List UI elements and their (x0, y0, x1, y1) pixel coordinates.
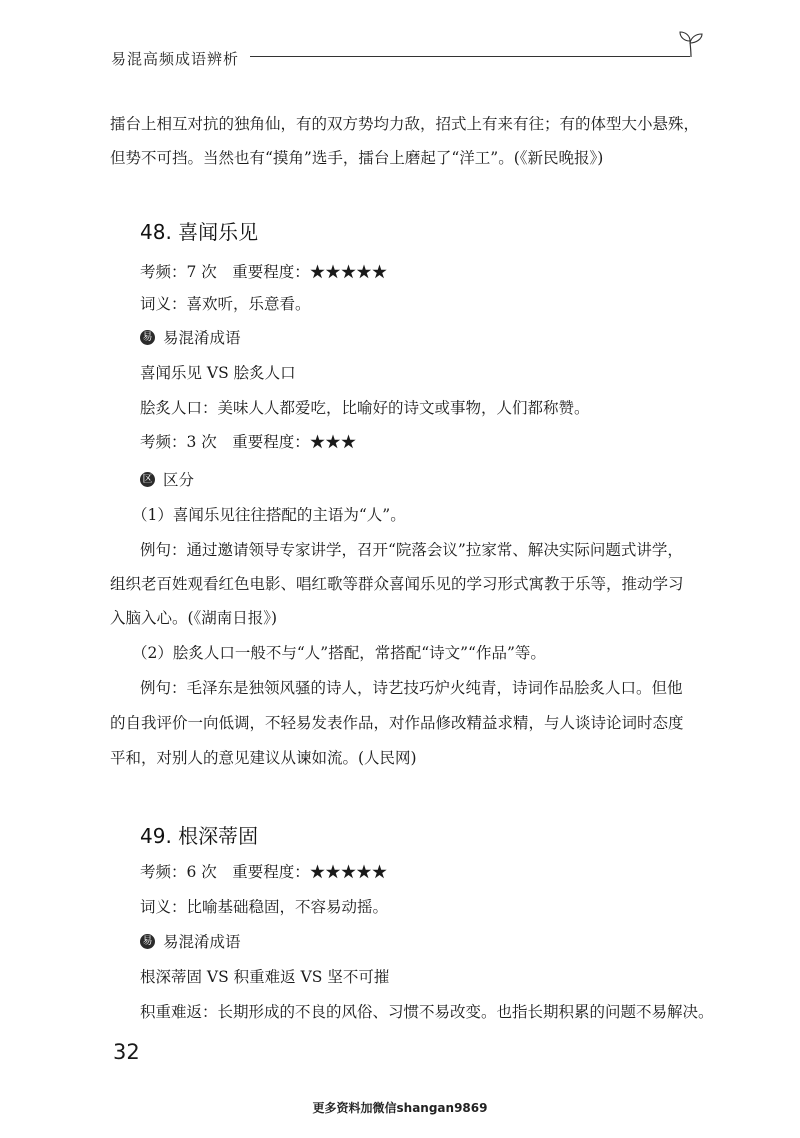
footer-note: 更多资料加微信shangan9869 (312, 1101, 488, 1115)
section-48-example-2-line-3: 平和，对别人的意见建议从谏如流。(人民网) (110, 749, 417, 767)
section-48-example-1-line-2: 组织老百姓观看红色电影、唱红歌等群众喜闻乐见的学习形式寓教于乐等，推动学习 (110, 575, 684, 593)
intro-line-2: 但势不可挡。当然也有“摸角”选手，擂台上磨起了“洋工”。(《新民晚报》) (110, 149, 604, 167)
diff-badge-icon: 区 (140, 472, 155, 487)
diff-label: 区分 (163, 471, 195, 489)
header-rule (250, 56, 690, 57)
section-49-def: 积重难返：长期形成的不良的风俗、习惯不易改变。也指长期积累的问题不易解决。 (140, 1003, 714, 1021)
confuse-label: 易混淆成语 (163, 329, 241, 347)
section-48-example-2-line-2: 的自我评价一向低调，不轻易发表作品，对作品修改精益求精，与人谈诗论词时态度 (110, 714, 684, 732)
section-49-pair: 根深蒂固 VS 积重难返 VS 坚不可摧 (140, 968, 390, 986)
section-48-meta: 考频：7 次 重要程度：★★★★★ (140, 263, 388, 281)
section-49-meta: 考频：6 次 重要程度：★★★★★ (140, 863, 388, 881)
section-48-example-1-line-3: 入脑入心。(《湖南日报》) (110, 609, 278, 627)
confuse-badge-icon: 易 (140, 330, 155, 345)
section-48-pair: 喜闻乐见 VS 脍炙人口 (140, 364, 296, 382)
section-48-meaning: 词义：喜欢听，乐意看。 (140, 295, 311, 313)
section-48-diff-heading (140, 468, 194, 490)
running-header-title: 易混高频成语辨析 (111, 50, 240, 68)
section-49-title: 49. 根深蒂固 (140, 824, 259, 848)
section-48-def: 脍炙人口：美味人人都爱吃，比喻好的诗文或事物，人们都称赞。 (140, 399, 590, 417)
section-49-meaning: 词义：比喻基础稳固，不容易动摇。 (140, 898, 389, 916)
sprout-icon (678, 30, 704, 58)
section-48-point-2: （2）脍炙人口一般不与“人”搭配，常搭配“诗文”“作品”等。 (132, 644, 546, 662)
section-48-confuse-heading (140, 326, 241, 348)
intro-line-1: 擂台上相互对抗的独角仙，有的双方势均力敌，招式上有来有往；有的体型大小悬殊， (110, 115, 700, 133)
confuse-label: 易混淆成语 (163, 933, 241, 951)
page-number: 32 (113, 1040, 140, 1064)
confuse-badge-icon: 易 (140, 934, 155, 949)
section-48-example-2-line-1: 例句：毛泽东是独领风骚的诗人，诗艺技巧炉火纯青，诗词作品脍炙人口。但他 (140, 679, 683, 697)
section-48-meta2: 考频：3 次 重要程度：★★★ (140, 433, 357, 451)
section-49-confuse-heading (140, 930, 241, 952)
section-48-title: 48. 喜闻乐见 (140, 220, 259, 244)
section-48-point-1: （1）喜闻乐见往往搭配的主语为“人”。 (132, 506, 406, 524)
section-48-example-1-line-1: 例句：通过邀请领导专家讲学，召开“院落会议”拉家常、解决实际问题式讲学， (140, 541, 683, 559)
